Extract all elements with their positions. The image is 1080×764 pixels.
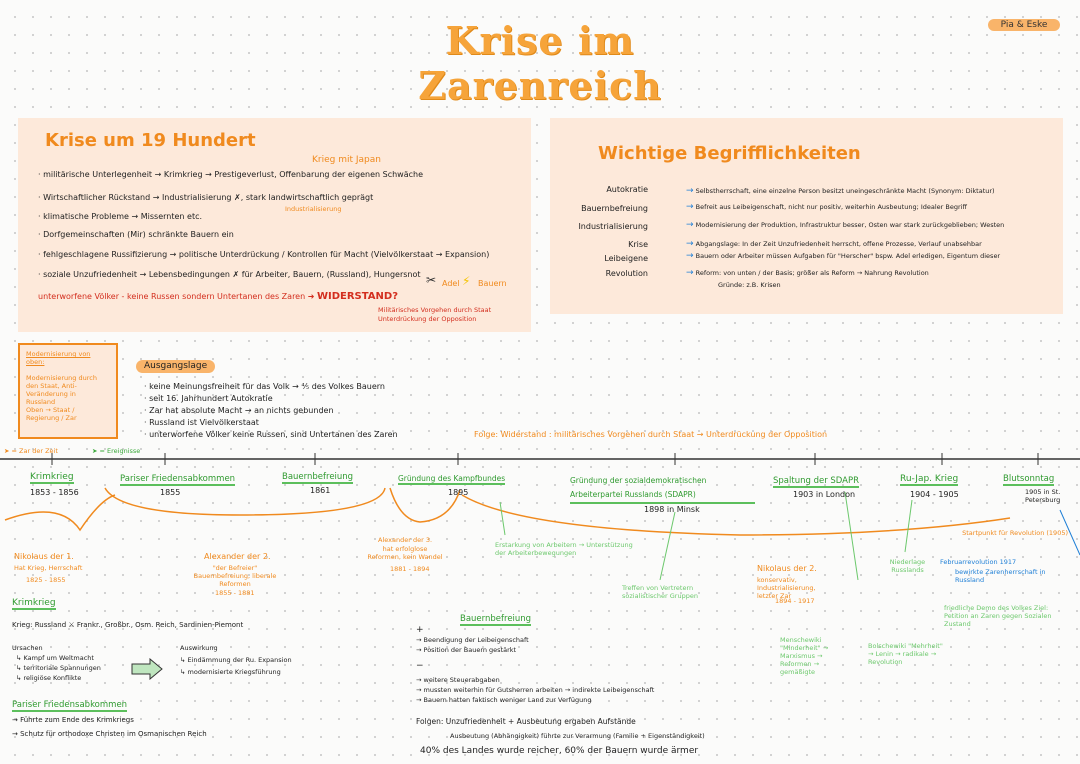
term: Revolution (605, 269, 648, 278)
event-rujap: Ru-Jap. Krieg (900, 474, 959, 484)
legend-ereignis: ➤ = Ereignisse (92, 447, 141, 455)
zar-sub: hat erfolglose Reformen, kein Wandel (367, 545, 443, 561)
minus-item: → weitere Steuerabgaben (416, 676, 500, 684)
krimkrieg-heading: Krimkrieg (12, 598, 56, 608)
ursachen-head: Ursachen (12, 644, 43, 652)
krise-item: · Dorfgemeinschaften (Mir) schränkte Bauern ein (38, 230, 234, 239)
page-title: Krise im Zarenreich (418, 18, 662, 108)
minus-item: → mussten weiterhin für Gutsherren arbeiten → indirekte Leibeigenschaft (416, 686, 655, 694)
modbox-line: Oben → Staat / Regierung / Zar (26, 406, 77, 422)
big-arrow-icon (130, 658, 164, 680)
note-kampfbund: Erstarkung von Arbeitern → Unterstützung der Arbeiterbewegungen (495, 541, 633, 557)
ausgang-item: · Russland ist Vielvölkerstaat (144, 418, 259, 427)
event-date: 1898 in Minsk (644, 505, 700, 514)
widerstand-sub-2: Unterdrückung der Opposition (378, 315, 477, 323)
note-februar: Februarrevolution 1917 (940, 558, 1017, 566)
krise-heading: Krise um 19 Hundert (45, 130, 256, 151)
widerstand-sub-1: Militärisches Vorgehen durch Staat (378, 306, 492, 314)
note-bolschewiki: Bolschewiki "Mehrheit" → Lenin → radikale → Revolution (868, 642, 943, 666)
term: Industrialisierung (578, 222, 648, 231)
krise-item: · militärische Unterlegenheit → Krimkrieg → Prestigeverlust, Offenbarung der eigenen Schwäche (38, 170, 423, 179)
note-menschewiki: Menschewiki "Minderheit" → Marxismus → Reformen → gemäßigte (780, 636, 829, 676)
note-bewirkt: bewirkte Zarenherrschaft in Russland (955, 568, 1046, 584)
event-date: 1905 in St. Petersburg (1025, 488, 1061, 504)
definition: → Modernisierung der Produktion, Infrastruktur besser, Osten war stark zurückgeblieben; Westen (686, 220, 1005, 230)
term: Leibeigene (604, 254, 648, 263)
note-demo: friedliche Demo des Volkes Ziel: Petition an Zaren gegen Sozialen Zustand (944, 604, 1052, 628)
krise-item: · soziale Unzufriedenheit → Lebensbedingungen ✗ für Arbeiter, Bauern, (Russland), Hungersnot (38, 270, 421, 279)
pariser-heading: Pariser Friedensabkommen (12, 700, 128, 710)
note-startpunkt: Startpunkt für Revolution (1905) (962, 529, 1068, 537)
modbox-line: Modernisierung durch den Staat, Anti-Veränderung in Russland (26, 374, 97, 406)
ausgang-folge: Folge: Widerstand : militärisches Vorgehen durch Staat → Unterdrückung der Opposition (474, 430, 828, 439)
definition: → Selbstherrschaft, eine einzelne Person besitzt uneingeschränkte Macht (Synonym: Diktatur) (686, 186, 995, 196)
zar-years: 1825 - 1855 (26, 576, 66, 584)
definition: → Befreit aus Leibeigenschaft, nicht nur positiv, weiterhin Ausbeutung; Idealer Begriff (686, 202, 967, 212)
krise-item: · fehlgeschlagene Russifizierung → politische Unterdrückung / Kontrollen für Macht (Vielvölkerstaat → Expansion) (38, 250, 490, 259)
plus-item: → Position der Bauern gestärkt (416, 646, 517, 654)
event-pariser: Pariser Friedensabkommen (120, 474, 236, 484)
begriffe-heading: Wichtige Begrifflichkeiten (598, 143, 861, 164)
krimkrieg-line: Krieg: Russland ⚔ Frankr., Großbr., Osm. Reich, Sardinien-Piemont (12, 621, 244, 629)
event-date: 1853 - 1856 (30, 488, 79, 497)
auswirkung-head: Auswirkung (180, 644, 218, 652)
zar-sub: konservativ, Industrialisierung, letzter Zar (757, 576, 816, 600)
folgen: Folgen: Unzufriedenheit + Ausbeutung ergaben Aufstände (416, 717, 636, 726)
ursache-item: ↳ religiöse Konflikte (16, 674, 82, 682)
krise-item: · klimatische Probleme → Missernten etc. (38, 212, 203, 221)
event-krimkrieg: Krimkrieg (30, 472, 74, 482)
minus-sign: − (416, 661, 424, 671)
auswirkung-item: ↳ Eindämmung der Ru. Expansion (180, 656, 292, 664)
legend-zar: ➤ = Zar der Zeit (4, 447, 58, 455)
note-niederlage: Niederlage Russlands (889, 558, 926, 574)
definition: → Bauern oder Arbeiter müssen Aufgaben für "Herscher" bspw. Adel erledigen, Eigentum dieser (686, 251, 1001, 261)
zar-years: 1855 - 1881 (215, 589, 255, 597)
event-date: 1895 (448, 488, 469, 497)
bauernbef-heading: Bauernbefreiung (460, 614, 532, 624)
pariser-item: → Schutz für orthodoxe Christen im Osmanischen Reich (12, 730, 207, 738)
event-date: 1861 (310, 486, 331, 495)
krise-item: · Wirtschaftlicher Rückstand → Industrialisierung ✗, stark landwirtschaftlich geprägt (38, 193, 374, 202)
definition: Gründe: z.B. Krisen (718, 281, 781, 289)
term: Bauernbefreiung (581, 204, 648, 213)
ursache-item: ↳ territoriale Spannungen (16, 664, 101, 672)
ausgang-item: · unterworfene Völker keine Russen, sind Untertanen des Zaren (144, 430, 398, 439)
note-bauern: Bauern (478, 279, 507, 288)
zar-name: Alexander der 2. (204, 552, 271, 561)
zar-years: 1881 - 1894 (390, 565, 430, 573)
term: Autokratie (606, 185, 648, 194)
zar-years: 1894 - 1917 (775, 597, 815, 605)
event-kampfbund: Gründung des Kampfbundes (398, 474, 506, 483)
folgen-2: Ausbeutung (Abhängigkeit) führte zur Verarmung (Familie + Eigenständigkeit) (450, 732, 705, 740)
modbox-title: Modernisierung von oben: (26, 350, 91, 366)
ausgang-item: · Zar hat absolute Macht → an nichts gebunden (144, 406, 334, 415)
note-japan: Krieg mit Japan (312, 155, 381, 165)
minus-item: → Bauern hatten faktisch weniger Land zur Verfügung (416, 696, 592, 704)
zar-name: Alexander der 3. (378, 536, 433, 544)
definition: → Reform: von unten / der Basis; größer als Reform → Nahrung Revolution (686, 268, 929, 278)
zar-sub: Hat Krieg, Herrschaft (14, 564, 83, 572)
scissors-icon: ✂ (426, 273, 437, 287)
note-adel: Adel (442, 279, 460, 288)
event-date: 1903 in London (793, 490, 856, 499)
definition: → Abgangslage: In der Zeit Unzufriedenheit herrscht, offene Prozesse, Verlauf unabsehbar (686, 239, 982, 249)
note-industrial: Industrialisierung (285, 205, 342, 213)
zar-name: Nikolaus der 1. (14, 552, 74, 561)
plus-sign: + (416, 625, 424, 635)
pariser-item: → Führte zum Ende des Krimkriegs (12, 716, 134, 724)
stat-line: 40% des Landes wurde reicher, 60% der Bauern wurde ärmer (420, 746, 699, 756)
note-minsk: Treffen von Vertretern sozialistischer Gruppen (622, 584, 698, 600)
plus-item: → Beendigung der Leibeigenschaft (416, 636, 529, 644)
event-blutsonntag: Blutsonntag (1003, 474, 1055, 484)
lightning-icon: ⚡ (462, 274, 471, 288)
author-badge: Pia & Eske (988, 19, 1060, 31)
ursache-item: ↳ Kampf um Weltmacht (16, 654, 94, 662)
event-sdapr: Gründung der sozialdemokratischen Arbeiterpartei Russlands (SDAPR) (570, 474, 755, 504)
ausgang-item: · keine Meinungsfreiheit für das Volk → ⅘ des Volkes Bauern (144, 382, 385, 391)
zar-name: Nikolaus der 2. (757, 564, 817, 573)
ausgang-heading: Ausgangslage (136, 360, 215, 373)
ausgang-item: · seit 16. Jahrhundert Autokratie (144, 394, 273, 403)
auswirkung-item: ↳ modernisierte Kriegsführung (180, 668, 281, 676)
event-date: 1855 (160, 488, 181, 497)
event-bauernbefreiung: Bauernbefreiung (282, 472, 354, 482)
term: Krise (628, 240, 648, 249)
event-date: 1904 - 1905 (910, 490, 959, 499)
zar-sub: "der Befreier" Bauernbefreiung, liberale Reformen (193, 564, 277, 588)
event-spaltung: Spaltung der SDAPR (773, 476, 860, 486)
krise-red-line: unterworfene Völker - keine Russen sondern Untertanen des Zaren ➜ WIDERSTAND? (38, 291, 399, 302)
